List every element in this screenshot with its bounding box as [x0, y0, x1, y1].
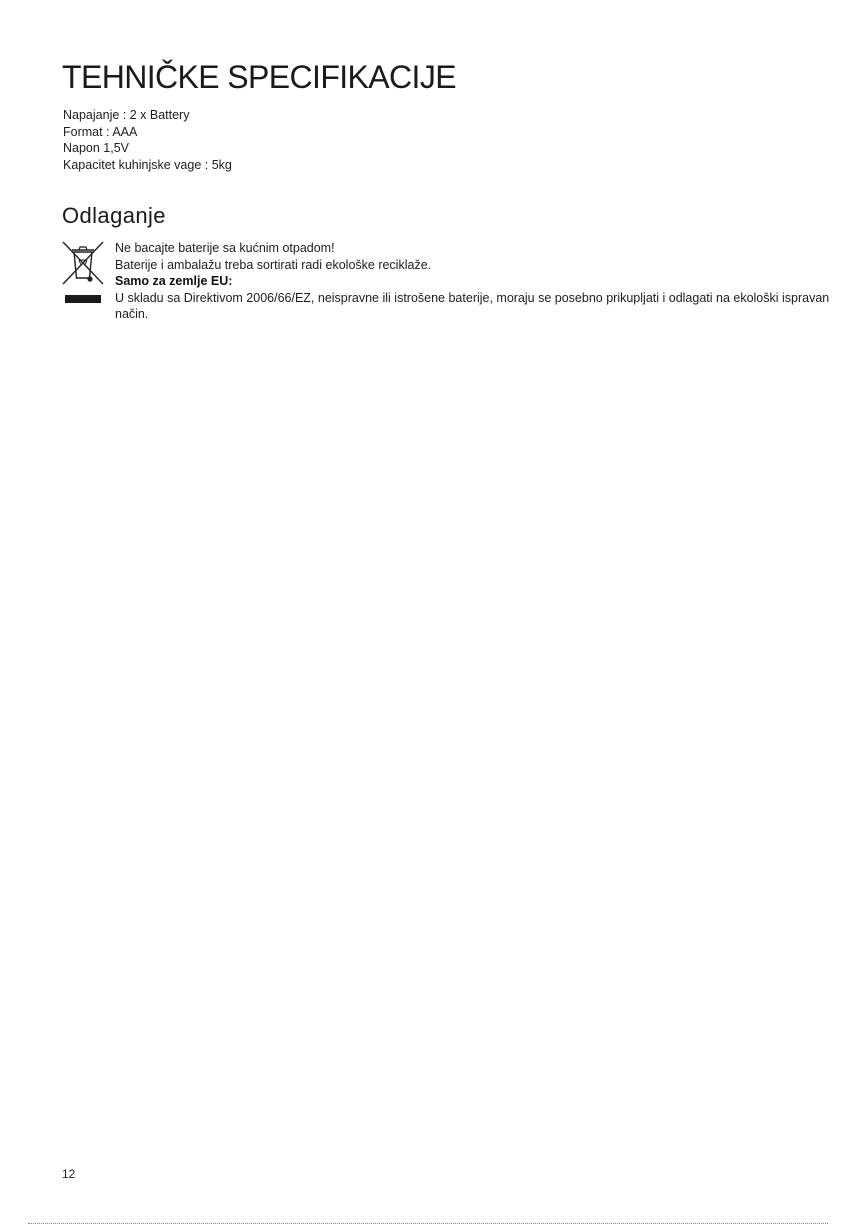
disposal-sorting-note: Baterije i ambalažu treba sortirati radi ekološke reciklaže.	[115, 257, 432, 272]
page-title: TEHNIČKE SPECIFIKACIJE	[62, 59, 456, 95]
specifications-list	[63, 107, 232, 173]
spec-power-supply: Napajanje : 2 x Battery	[63, 108, 190, 122]
eu-directive-text: U skladu sa Direktivom 2006/66/EZ, neispravne ili istrošene baterije, moraju se posebno prikupljati i odlagati na ekološki ispravan način.	[115, 290, 830, 321]
eu-heading: Samo za zemlje EU:	[115, 274, 233, 288]
spec-capacity: Kapacitet kuhinjske vage : 5kg	[63, 157, 232, 172]
footer-divider	[28, 1223, 828, 1224]
crossed-out-bin-icon	[62, 240, 104, 304]
disposal-warning: Ne bacajte baterije sa kućnim otpadom!	[115, 241, 335, 255]
page-number: 12	[62, 1167, 76, 1181]
disposal-heading: Odlaganje	[62, 203, 166, 228]
spec-voltage: Napon 1,5V	[63, 141, 130, 155]
disposal-text	[115, 240, 832, 323]
spec-format: Format : AAA	[63, 124, 138, 139]
